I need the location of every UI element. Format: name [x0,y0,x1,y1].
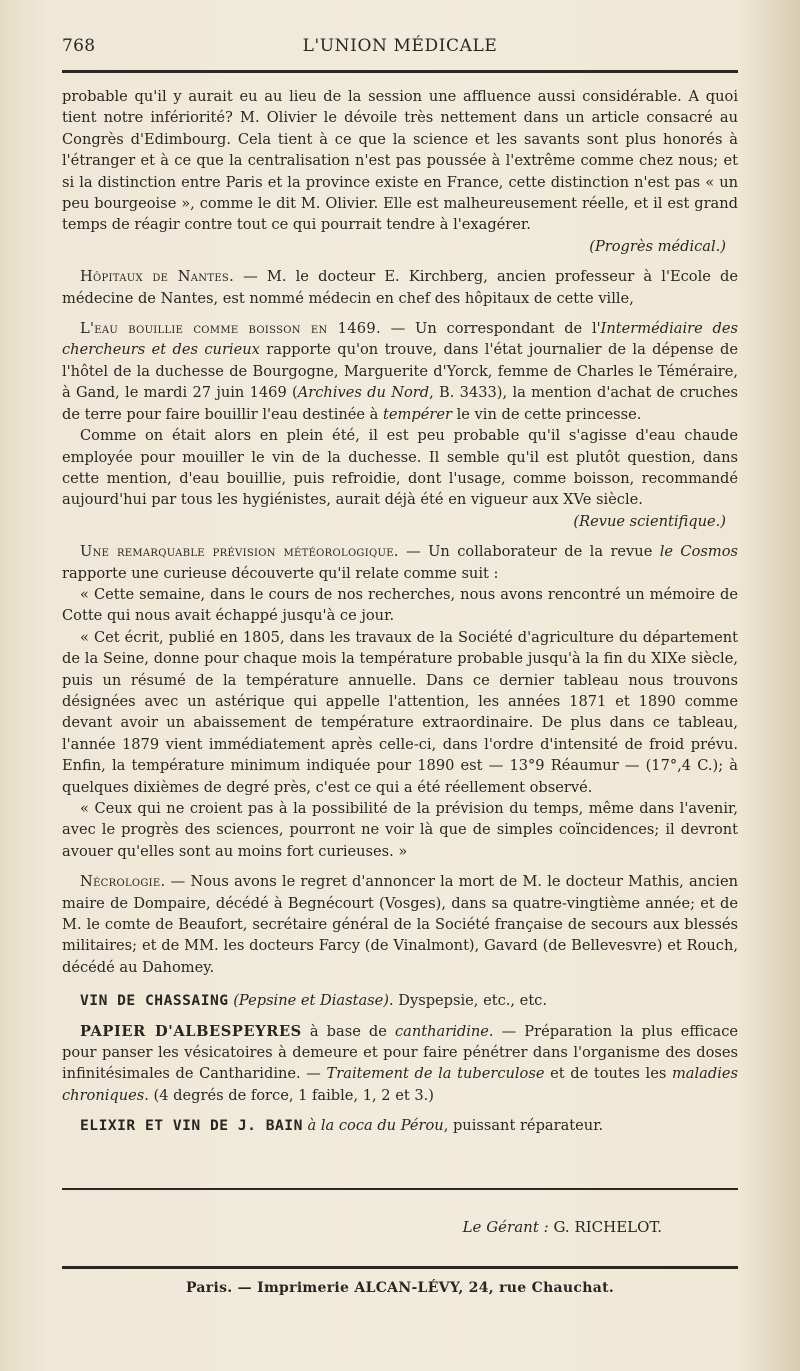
advert-heading: ELIXIR ET VIN DE J. BAIN [80,1117,303,1135]
main-text [62,86,738,1137]
quote-paragraph: « Ceux qui ne croient pas à la possibilité de la prévision du temps, même dans l'avenir, avec le progrès des sciences, pourront ne voir là que de simples coïncidences; il devront avouer qu'elles sont au moins fort curieuses. » [62,800,738,860]
source-citation: (Progrès médical.) [589,237,726,255]
header-rule [62,70,738,73]
running-head: L'UNION MÉDICALE [302,36,498,56]
item-heading: Une remarquable prévision météorologique. [80,543,399,561]
paragraph: Comme on était alors en plein été, il est peu probable qu'il s'agisse d'eau chaude employée pour mouiller le vin de la duchesse. Il semble qu'il est plutôt question, dans cette mention, d'eau bouillie, puis refroidie, dont l'usage, comme boisson, recommandé aujourd'hui par tous les hygiénistes, aurait déjà été en vigueur aux XVe siècle. [62,427,738,509]
paragraph-continuation: probable qu'il y aurait eu au lieu de la session une affluence aussi considérable. A quoi tient notre infériorité? M. Olivier le dévoile très nettement dans un article consacré au Congrès d'Edimbourg. Cela tient à ce que la science et les savants sont plus honorés à l'étranger et à ce que la centralisation n'est pas poussée à l'extrême comme chez nous; et si la distinction entre Paris et la province existe en France, cette distinction n'est pas « un peu bourgeoise », comme le dit M. Olivier. Elle est malheureusement réelle, et il est grand temps de réagir contre tout ce qui pourrait tendre à l'exagérer. [62,88,738,234]
printer-imprint: Paris. — Imprimerie ALCAN-LÉVY, 24, rue Chauchat. [185,1280,615,1296]
news-item-eau-bouillie: L'eau bouillie comme boisson en 1469. — Un correspondant de l'Intermédiaire des chercheurs et des curieux rapporte qu'on trouve, dans l'état journalier de la dépense de l'hôtel de la duchesse de Bourgogne, Marguerite d'Yorck, femme de Charles le Téméraire, à Gand, le mardi 27 juin 1469 (Archives du Nord, B. 3433), la mention d'achat de cruches de terre pour faire bouillir l'eau destinée à tempérer le vin de cette princesse. [62,320,738,423]
news-item-prevision: Une remarquable prévision météorologique. — Un collaborateur de la revue le Cosmos rapporte une curieuse découverte qu'il relate comme suit : [62,543,738,582]
item-heading: Hôpitaux de Nantes. [80,268,235,286]
advert-albespeyres: PAPIER D'ALBESPEYRES à base de cantharidine. — Préparation la plus efficace pour panser les vésicatoires à demeure et pour faire pénétrer dans l'organisme des doses infinitésimales de Cantharidine. — Traitement de la tuberculose et de toutes les maladies chroniques. (4 degrés de force, 1 faible, 1, 2 et 3.) [62,1022,739,1104]
gerant-label: Le Gérant : [462,1218,549,1236]
advert-bain: ELIXIR ET VIN DE J. BAIN à la coca du Pérou, puissant réparateur. [80,1117,604,1135]
footer-rule [62,1266,738,1269]
source-citation: (Revue scientifique.) [573,512,726,530]
advert-chassaing: VIN DE CHASSAING (Pepsine et Diastase). Dyspepsie, etc., etc. [80,992,547,1010]
gerant-name: G. RICHELOT. [548,1218,662,1236]
quote-paragraph: « Cette semaine, dans le cours de nos recherches, nous avons rencontré un mémoire de Cotte qui nous avait échappé jusqu'à ce jour. [62,585,738,625]
section-rule [62,1188,738,1190]
news-item-hopitaux-nantes: Hôpitaux de Nantes. — M. le docteur E. Kirchberg, ancien professeur à l'Ecole de médecine de Nantes, est nommé médecin en chef des hôpitaux de cette ville, [62,268,738,307]
advert-heading: PAPIER D'ALBESPEYRES [80,1022,302,1040]
quote-paragraph: « Cet écrit, publié en 1805, dans les travaux de la Société d'agriculture du département de la Seine, donne pour chaque mois la température probable jusqu'à la fin du XIXe siècle, puis un résumé de la température annuelle. Dans ce dernier tableau nous trouvons désignées avec un astérique qui appelle l'attention, les années 1871 et 1890 comme devant avoir un abaissement de température extraordinaire. De plus dans ce tableau, l'année 1879 vient immédiatement après celle-ci, dans l'ordre d'intensité de froid prévu. Enfin, la température minimum indiquée pour 1890 est — 13°9 Réaumur — (17°,4 C.); à quelques dixièmes de degré près, c'est ce qui a été réellement observé. [62,628,738,796]
page-header [62,36,738,66]
item-heading: L'eau bouillie comme boisson en 1469. [80,320,381,338]
page-number: 768 [62,36,96,56]
item-heading: Nécrologie. [80,873,166,891]
advert-heading: VIN DE CHASSAING [80,992,229,1010]
gerant-line [62,1218,662,1236]
news-item-necrologie: Nécrologie. — Nous avons le regret d'annoncer la mort de M. le docteur Mathis, ancien maire de Dompaire, décédé à Begnécourt (Vosges), dans sa quatre-vingtième année; et de M. le comte de Beaufort, secrétaire général de la Société française de secours aux blessés militaires; et de MM. les docteurs Farcy (de Vinalmont), Gavard (de Bellevesvre) et Rouch, décédé au Dahomey. [62,873,738,976]
